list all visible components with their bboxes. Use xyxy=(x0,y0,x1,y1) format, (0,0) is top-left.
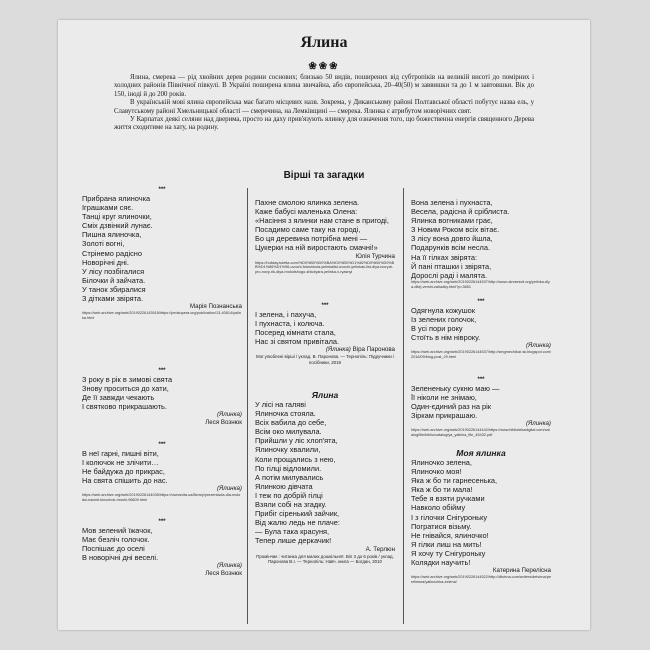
verse-line: Новорічні дні. xyxy=(82,257,129,267)
verse-line: І теж по добрій гілці xyxy=(255,490,323,500)
verse-line: Від жалю ледь не плаче: xyxy=(255,518,340,528)
riddle xyxy=(411,298,551,360)
verse-line: Взяли собі на згадку. xyxy=(255,500,327,510)
verse-line: Із зелених голочок, xyxy=(411,315,477,325)
stars-divider: *** xyxy=(158,519,166,525)
intro-paragraph: В українській мові ялина європейська має багато місцевих назв. Зокрема, у Диканському районі Полтавської області побутує назва ель, у Славутському районі Хмельницької області — смеречина, на Лемківщині — смерека. Ялинка є атрибутом новорічних свят. xyxy=(114,99,534,115)
verse-line: Білочки й зайчата. xyxy=(82,275,146,285)
poem-title: Ялина xyxy=(311,390,339,400)
document-page xyxy=(58,20,590,630)
verse-line: Не байдужа до прикрас, xyxy=(82,467,165,477)
verse-line: Коли прощались з нею, xyxy=(255,454,336,464)
source-link[interactable]: https://web.archive.org/web/20190226143918/https://pedsupera.org/publication/13-40614/yalinka.html xyxy=(82,311,241,320)
intro-text xyxy=(114,74,534,133)
verse-line: Зелененьку сукню маю — xyxy=(411,384,500,393)
verse-line: Танці круг ялиночки, xyxy=(82,212,152,222)
stars-divider: *** xyxy=(477,377,485,383)
verse-line: У лісу позбігалися xyxy=(82,266,145,276)
source-link[interactable]: https://web.archive.org/web/20190226144537/http://smgmechilozi.sk.blogspot.com/2016/09/blog-post_29.html xyxy=(411,350,551,360)
riddle xyxy=(411,376,551,438)
verse-line: З року в рік в зимові свята xyxy=(82,375,173,384)
verse-line: Я хочу ту Снігуроньку xyxy=(411,548,486,558)
verse-line: Всіх вабила до себе, xyxy=(255,418,327,428)
source-link[interactable]: https://web.archive.org/web/20190226144035/https://vseosvita.ua/library/prezentacia-dla-molodsi-nacinit-kinochok-hroshi-96609.html xyxy=(82,493,241,503)
verse-line: Тепер лише деркачик! xyxy=(255,536,332,546)
riddle xyxy=(82,441,242,503)
poem xyxy=(82,186,242,321)
author: А. Терлюн xyxy=(365,545,395,553)
source-link[interactable]: https://web.archive.org/web/20190226144442/https://www.bibliotekadigital.com/catalog/file/biblio/catalog/ya_yalinka_file_45432.pdf xyxy=(411,428,550,438)
poem xyxy=(255,198,395,275)
source-link[interactable]: https://holiday.tuletta.com/%D0%B0%D0%BA%D0%B0%D1%82%D0%B0%D0%BB%D1%86%D1%96-ovochi-fotoshkola-yelinkalist-ovochi-yelinkas-list-dlya-tvoryat-pro-novy-rik-dlya-molodshogo-shkolyara-yelinka-v-ryasnyi xyxy=(255,260,395,275)
verse-line: І з гілочки Снігуроньку xyxy=(411,512,488,522)
verse-line: Ялиночко моя! xyxy=(411,467,462,477)
riddle xyxy=(255,302,395,366)
verse-line: І пухнаста, і колюча. xyxy=(255,319,325,329)
source-citation: Промінчик : читанка для малих дошкільнят. Віл 3 до 6 років / уклад. Паронова В.І. — Тернопіль: Навч. книга — Богдан, 2010 xyxy=(256,553,394,565)
verse-line: І зелена, і пахуча, xyxy=(255,310,317,319)
verse-line: І колючок не злічити… xyxy=(82,458,159,468)
verse-line: З Новим Роком всіх вітає. xyxy=(411,225,500,235)
verse-line: По гілці відломили. xyxy=(255,463,322,473)
verse-line: Тебе я взяти ручками xyxy=(411,494,485,504)
author: Катерина Перелісна xyxy=(492,567,551,575)
verse-line: Поспішає до оселі xyxy=(82,544,145,554)
stars-divider: *** xyxy=(158,368,166,374)
riddle-answer: (Ялинка) xyxy=(216,562,242,570)
verse-line: З дітками звірята. xyxy=(82,294,144,304)
verse-line: Ялинкою дівчата xyxy=(255,481,313,491)
verse-line: Бо ця деревина потрібна мені — xyxy=(255,234,368,244)
verse-line: Пишна ялиночка, xyxy=(82,230,142,240)
verse-line: Ялиночко зелена, xyxy=(411,458,472,467)
verse-line: Посадимо саме таку на городі, xyxy=(255,225,361,235)
verse-line: Стоїть в нім нівроку. xyxy=(411,333,481,343)
author: Леся Вознюк xyxy=(205,570,242,578)
verse-line: Прибрана ялиночка xyxy=(82,194,151,203)
verse-line: В новорічні дні веселі. xyxy=(82,553,159,563)
verse-line: Мов зелений їжачок, xyxy=(82,526,153,535)
verse-line: Іграшками сяє. xyxy=(82,203,134,213)
riddle-answer: (Ялинка) xyxy=(325,346,351,354)
verse-line: Де її завжди чекають xyxy=(82,393,155,403)
verse-line: Золоті вогні, xyxy=(82,239,125,249)
page-title: Ялина xyxy=(300,34,348,51)
poem-title: Моя ялинка xyxy=(456,448,506,458)
verse-line: Навколо обійму xyxy=(411,503,466,513)
verse-line: Цукерки на ній виростають смачні!» xyxy=(255,243,378,253)
verse-line: — Була така красуня, xyxy=(255,527,330,537)
verse-line: Ялинка вогниками грає, xyxy=(411,216,493,226)
verse-line: Сміх дзвінкий лунає. xyxy=(82,221,153,231)
stars-divider: *** xyxy=(321,303,329,309)
verse-line: В неї гарні, пишні віти, xyxy=(82,449,159,458)
verse-line: А потім милувались xyxy=(255,472,324,482)
verse-line: Вона зелена і пухнаста, xyxy=(411,198,493,207)
riddle-answer: (Ялинка) xyxy=(216,411,242,419)
verse-line: Стрінемо радісно xyxy=(82,248,142,258)
intro-paragraph: У Карпатах деякі селяни над дверима, просто на даху прив'язують ялинку для означення того, що божественна енергія священного Дерева життя сходитиме на хату, на родину. xyxy=(114,116,534,132)
verse-line: На свята спішить до нас. xyxy=(82,476,168,486)
verse-line: Погратися візьму. xyxy=(411,521,472,531)
poem xyxy=(411,198,551,289)
author: Віра Паронова xyxy=(352,346,395,354)
verse-line: Ялиночка стояла. xyxy=(255,409,316,419)
verse-line: Подарунків всім несла. xyxy=(411,243,491,253)
verse-line: Зіркам прикрашаю. xyxy=(411,411,478,421)
verse-line: З лісу вона довго йшла, xyxy=(411,234,493,244)
verse-line: Колядки научить! xyxy=(411,558,471,568)
riddle-answer-and-author xyxy=(255,346,395,354)
stars-divider: *** xyxy=(158,442,166,448)
section-subtitle: Вірші та загадки xyxy=(283,170,365,181)
poem xyxy=(411,448,551,585)
verse-line: Пахне смолою ялинка зелена. xyxy=(255,198,360,207)
ornament: ❀❀❀ xyxy=(308,61,340,72)
verse-line: Всім око милувала. xyxy=(255,427,322,437)
verse-line: Каже бабусі маленька Олена: xyxy=(255,207,358,217)
author: Леся Вознюк xyxy=(205,419,242,427)
verse-line: У лісі на галяві xyxy=(255,400,306,409)
column-divider xyxy=(403,188,404,624)
verse-line: У танок збиралися xyxy=(82,284,146,294)
verse-line: Весела, радісна й сріблиста. xyxy=(411,207,510,217)
verse-line: В усі пори року xyxy=(411,324,463,334)
riddle-answer: (Ялинка) xyxy=(525,342,551,350)
verse-line: Одягнула кожушок xyxy=(411,306,476,315)
verse-line: «Насіння з ялинки нам стане в пригоді, xyxy=(255,216,389,226)
stars-divider: *** xyxy=(477,299,485,305)
verse-line: І святково прикрашають. xyxy=(82,402,167,412)
verse-line: Дорослі раді і малята. xyxy=(411,270,488,280)
verse-line: Нас зі святом привітала. xyxy=(255,337,340,347)
verse-line: Один-єдиний раз на рік xyxy=(411,402,491,412)
verse-line: Посеред кімнати стала, xyxy=(255,328,336,338)
author: Юлія Турчина xyxy=(355,252,395,260)
source-link[interactable]: https://web.archive.org/web/20190226144537/http://www.ukrvsesvit.org/yelinka-dlya-ditej-vershi-zahadky.html?p=3651 xyxy=(411,279,550,289)
intro-paragraph: Ялина, смерека — рід хвойних дерев родини соснових; близько 50 видів, поширених від субтропіків на великій висоті до помірних і холодних районів Північної півкулі. В Україні поширена ялина звичайна, або європейська, 20–40(50) м заввишки та до 1 м завтовшки. Вік до 150, іноді й до 200 років. xyxy=(114,74,534,98)
verse-line: На її гілках звірята: xyxy=(411,252,478,262)
verse-line: Яка ж бо ти мала! xyxy=(411,485,473,495)
verse-line: Знову проситься до хати, xyxy=(82,384,169,394)
verse-line: Має безліч голочок. xyxy=(82,535,150,545)
verse-line: Прибіг сіренький зайчик, xyxy=(255,509,340,519)
column-divider xyxy=(247,188,248,624)
poem xyxy=(255,390,395,565)
author: Марія Познанська xyxy=(189,303,242,311)
verse-line: Не гнівайся, ялиночко! xyxy=(411,530,489,540)
riddle xyxy=(82,367,242,427)
source-citation: Мої улюблені вірші / уклад. В. Паронова. — Тернопіль: Підручники і посібники, 2019 xyxy=(256,354,394,365)
verse-line: Й пані пташки і звірята, xyxy=(411,261,492,271)
stars-divider: *** xyxy=(158,187,166,193)
verse-line: Прийшли у ліс хлоп'ята, xyxy=(255,436,338,446)
verse-line: Її ніколи не знімаю, xyxy=(411,393,477,403)
riddle-answer: (Ялинка) xyxy=(216,485,242,493)
riddle xyxy=(82,518,242,578)
source-link[interactable]: https://web.archive.org/web/20190226144522/http://ditvirna.com/writers/detvirna/pereliesna/yalinochka-zelena/ xyxy=(411,575,551,584)
verse-line: Яка ж бо ти гарнесенька, xyxy=(411,476,498,486)
riddle-answer: (Ялинка) xyxy=(525,420,551,428)
verse-line: Ялиночку хвалили, xyxy=(255,445,321,455)
verse-line: Я гілки лиш на мить! xyxy=(411,539,482,549)
